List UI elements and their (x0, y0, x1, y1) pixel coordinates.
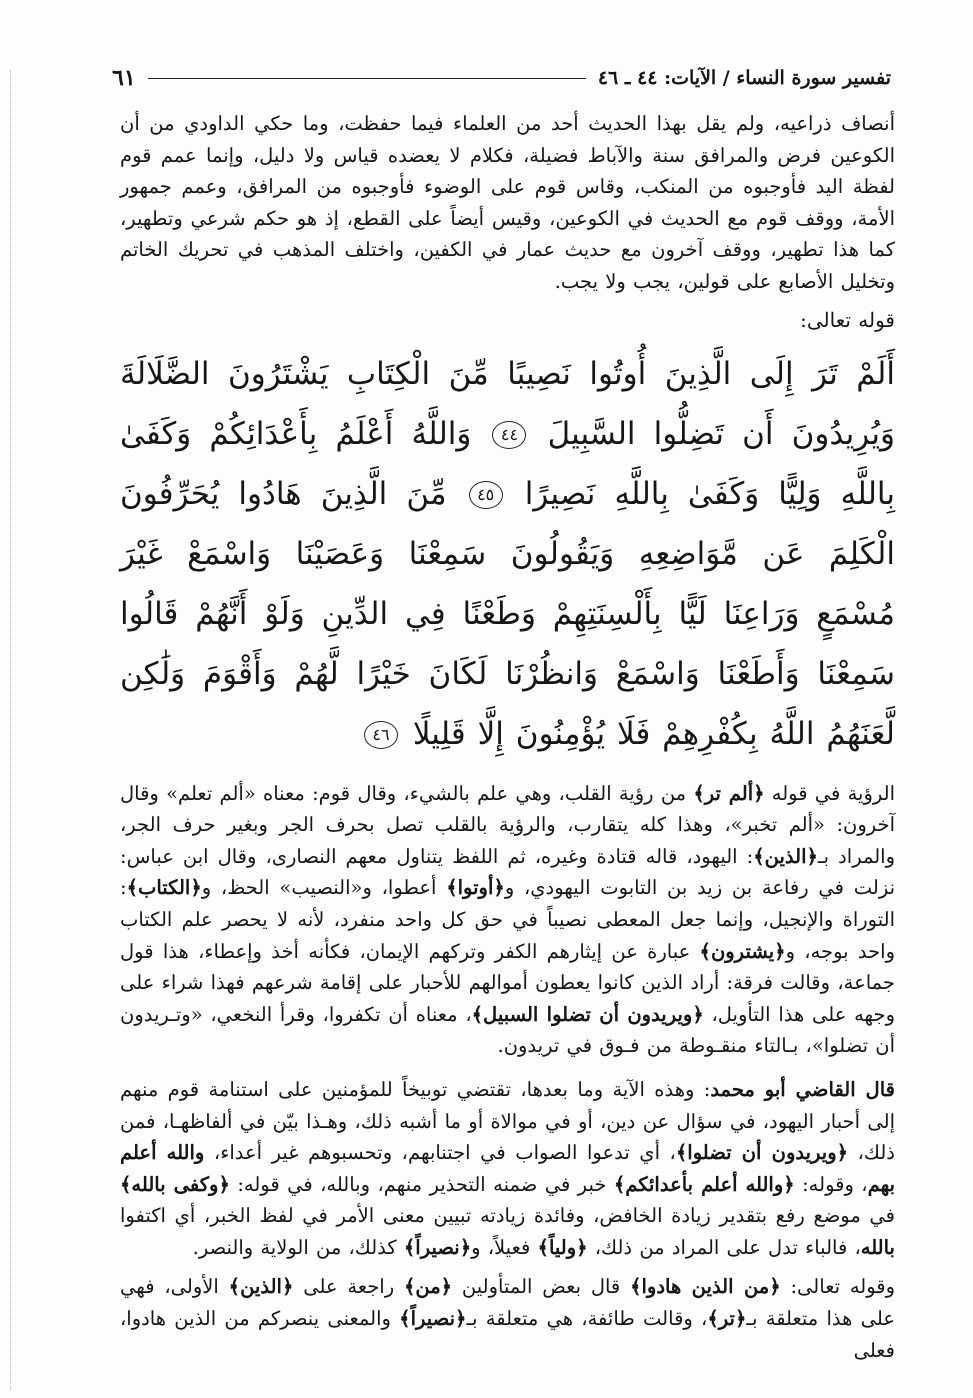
p2-text-2: من رؤية القلب، وهي علم بالشيء، وقال قوم: معناه «ألم تعلم» وقال آخرون: «ألم تخبر»، وهذا كله يتقارب، والرؤية بالقلب تصل بحرف الجر وبغير حرف الجر، والمراد بـ (120, 781, 895, 868)
p3-bold-3: والله أعلم بهم (120, 1141, 896, 1196)
verse-45-text: وَاللَّهُ أَعْلَمُ بِأَعْدَائِكُمْ وَكَفَىٰ بِاللَّهِ وَلِيًّا وَكَفَىٰ بِاللَّهِ نَصِيرًا (120, 415, 895, 512)
paragraph-2 (120, 778, 895, 1062)
verse-number-46: ٤٦ (364, 721, 398, 749)
p2-text-5: : التوراة والإنجيل، وإنما جعل المعطى نصيباً في حق كل واحد منفرد، لأنه لا يحصر علم الكتاب واحد بوجه، و (120, 876, 896, 963)
header-rule (148, 78, 586, 79)
verse-46-text: مِّنَ الَّذِينَ هَادُوا يُحَرِّفُونَ الْكَلِمَ عَن مَّوَاضِعِهِ وَيَقُولُونَ سَمِعْنَا وَعَصَيْنَا وَاسْمَعْ غَيْرَ مُسْمَعٍ وَرَاعِنَا لَيًّا بِأَلْسِنَتِهِمْ وَطَعْنًا فِي الدِّينِ وَلَوْ أَنَّهُمْ قَالُوا سَمِعْنَا وَأَطَعْنَا وَاسْمَعْ وَانظُرْنَا لَكَانَ خَيْرًا لَّهُمْ وَأَقْوَمَ وَلَٰكِن لَّعَنَهُمُ اللَّهُ بِكُفْرِهِمْ فَلَا يُؤْمِنُونَ إِلَّا قَلِيلًا (120, 475, 895, 752)
p4-text-5: ، وقالت طائفة، هي متعلقة بـ (466, 1307, 708, 1331)
verse-number-44: ٤٤ (492, 421, 526, 449)
header-title: تفسير سورة النساء / الآيات: ٤٤ ـ ٤٦ (597, 67, 891, 89)
p3-text-5: في موضع رفع بتقدير زيادة الخافض، وفائدة زيادته تبيين معنى الأمر في لفظ الخبر، أي اكتفوا (120, 1204, 895, 1228)
p2-quote-3: ﴿أوتوا﴾ (446, 876, 505, 900)
p4-quote-4: ﴿تر﴾ (707, 1307, 747, 1331)
running-header (112, 60, 891, 96)
paragraph-3 (120, 1074, 895, 1264)
quran-verse-block (120, 344, 895, 764)
p2-quote-5: ﴿يشترون﴾ (699, 939, 786, 963)
p3-quote-4: ﴿والله أعلم بأعدائكم﴾ (613, 1172, 795, 1196)
p2-quote-6: ﴿ويريدون أن تضلوا السبيل﴾ (471, 1002, 704, 1026)
verse-lead: قوله تعالى: (800, 307, 895, 332)
spacer (120, 1062, 895, 1074)
p3-text-1: : وهذه الآية وما بعدها، تقتضي توبيخاً للمؤمنين على استنامة قوم منهم إلى أحبار اليهود، في سؤال عن دين، أو في موالاة أو ما أشبه ذلك، وهـذا بيّن في ألفاظهـا، فمن ذلك، (120, 1077, 895, 1165)
page-number: ٦١ (112, 65, 136, 91)
p3-quote-2: ﴿ويريدون أن تضلوا﴾ (675, 1141, 849, 1165)
p2-text-1: الرؤية في قوله (771, 781, 895, 805)
page-body (120, 108, 895, 1366)
p3-text-8: كذلك، من الولاية والنصر. (192, 1235, 397, 1259)
p2-quote-4: ﴿الكتاب﴾ (126, 876, 202, 900)
p3-text-4: خبر في ضمنه التحذير منهم، وبالله، في قوله: (237, 1172, 607, 1196)
paragraph-4 (120, 1271, 895, 1366)
verse-44-text: أَلَمْ تَرَ إِلَى الَّذِينَ أُوتُوا نَصِيبًا مِّنَ الْكِتَابِ يَشْتَرُونَ الضَّلَالَةَ وَيُرِيدُونَ أَن تَضِلُّوا السَّبِيلَ (120, 355, 895, 452)
p4-quote-1: ﴿من الذين هادوا﴾ (630, 1275, 781, 1299)
verse-number-45: ٤٥ (469, 481, 503, 509)
p2-text-3: : اليهود، قاله قتادة وغيره، ثم اللفظ يتناول معهم النصارى، وقال ابن عباس: نزلت في رفاعة بن زيد بن التابوت اليهودي، و (120, 844, 896, 900)
p3-quote-7: ﴿ولياً﴾ (537, 1235, 588, 1259)
p3-text-7: فعيلاً، و (471, 1235, 531, 1259)
p2-quote-1: ﴿ألم تر﴾ (693, 781, 765, 805)
p4-quote-5: ﴿نصيراً﴾ (399, 1307, 467, 1331)
p4-quote-3: ﴿الذين﴾ (228, 1275, 294, 1299)
p2-text-7: ، معناه أن تكفروا، وقرأ النخعي، «وتـريدون أن تضلوا»، بـالتاء منقـوطة من فـوق في تريدون. (120, 1002, 895, 1058)
p4-text-4: الأولى، فهي على هذا متعلقة بـ (120, 1275, 895, 1331)
p3-author: قال القاضي أبو محمد (710, 1077, 895, 1101)
p3-quote-5: ﴿وكفى بالله﴾ (120, 1172, 230, 1196)
scan-margin-line (10, 70, 11, 1390)
p3-quote-8: ﴿نصيراً﴾ (403, 1235, 472, 1259)
p2-quote-2: ﴿الذين﴾ (753, 844, 818, 868)
paragraph-1: أنصاف ذراعيه، ولم يقل بهذا الحديث أحد من العلماء فيما حفظت، وما حكي الداودي من أن الكوعين فرض والمرافق سنة والآباط فضيلة، فكلام لا يعضده قياس ولا دليل، وإنما عمم قوم لفظة اليد فأوجبوه من المنكب، وقاس قوم على الوضوء فأوجبوه من المرافق، وعمم جمهور الأمة، ووقف قوم مع الحديث في الكوعين، وقيس أيضاً على القطع، إذ هو حكم شرعي وتطهير، كما هذا تطهير، ووقف آخرون مع حديث عمار في الكفين، واختلف المذهب في تحريك الخاتم وتخليل الأصابع على قولين، يجب ولا يجب. (120, 112, 895, 293)
p4-quote-2: ﴿من﴾ (403, 1275, 453, 1299)
p2-text-4: أعطوا، و«النصيب» الحظ، و (201, 876, 437, 900)
spacer (120, 1263, 895, 1271)
p3-text-6: ، فالباء تدل على المراد من ذلك، (594, 1235, 861, 1259)
p3-text-3: ، وقوله: (802, 1172, 868, 1196)
p4-text-3: راجعة على (303, 1275, 395, 1299)
p4-text-2: قال بعض المتأولين (461, 1275, 621, 1299)
p4-text-1: وقوله تعالى: (790, 1275, 896, 1299)
p3-bold-6: بالله (860, 1235, 895, 1259)
p3-text-2: ، أي تدعوا الصواب في اجتنابهم، وتحسبوهم غير أعداء، (213, 1141, 676, 1165)
p4-text-6: والمعنى ينصركم من الذين هادوا، فعلى (120, 1307, 895, 1362)
p2-text-6: عبارة عن إيثارهم الكفر وتركهم الإيمان، فكأنه أخذ وإعطاء، هذا قول جماعة، وقالت فرقة: أراد الذين كانوا يعطون أموالهم للأحبار على إقامة شرعهم فهذا شراء على وجهه على هذا التأويل، (120, 939, 895, 1026)
